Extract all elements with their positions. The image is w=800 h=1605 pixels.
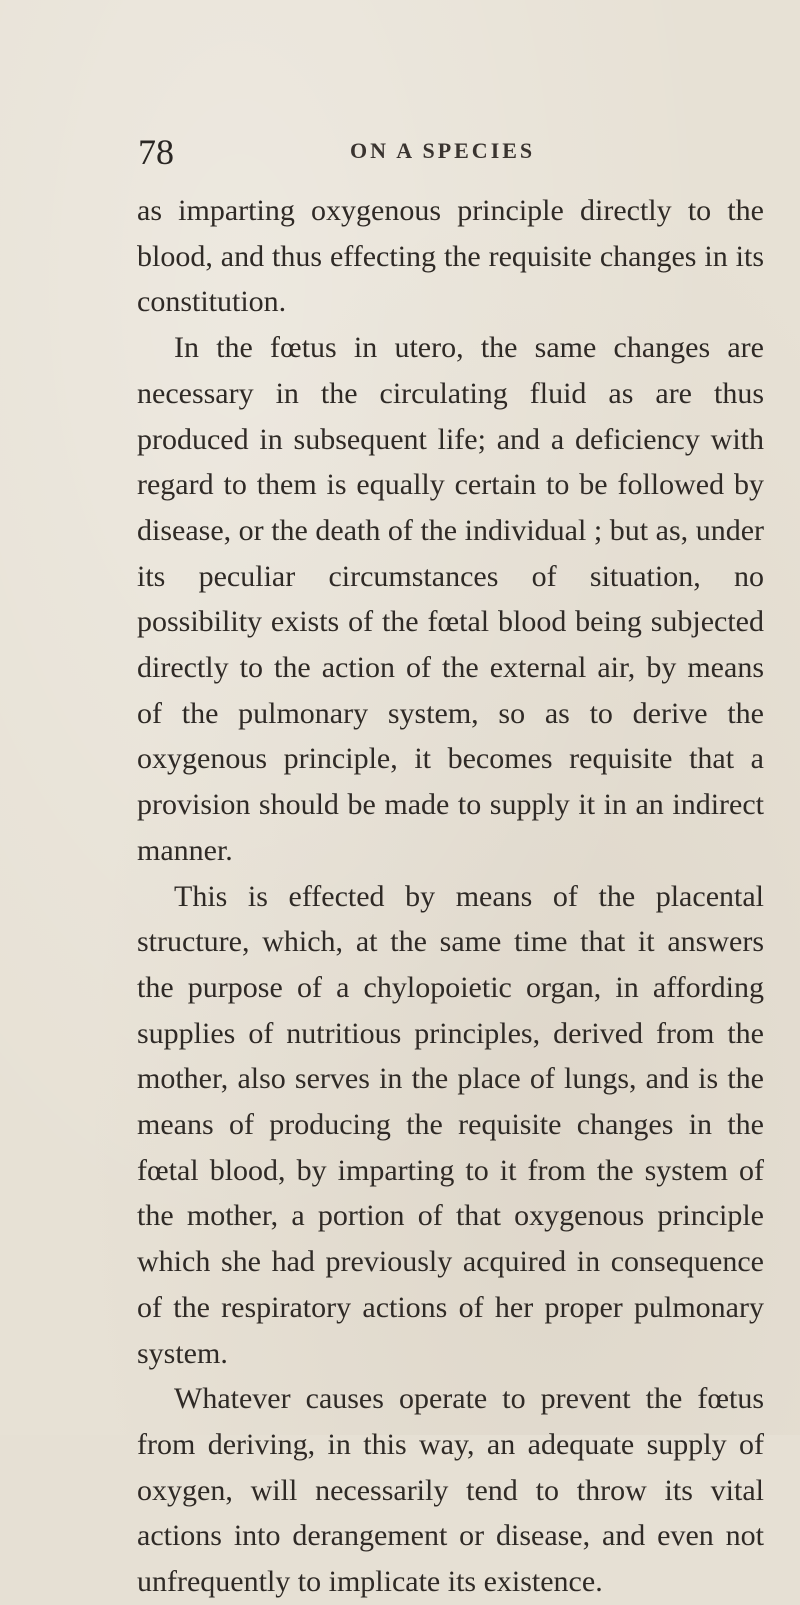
paragraph-continued: as imparting oxygenous principle directly to the blood, and thus effecting the requisite changes in its constitution. bbox=[137, 194, 764, 319]
page-number: 78 bbox=[138, 132, 174, 172]
paragraph-foetus-in-utero: In the fœtus in utero, the same changes are necessary in the circulating fluid as are thus produced in subsequent life; and a deficiency with regard to them is equally certain to be followed by disease, or the death of the individual ; but as, under its peculiar circumstances of situation, no possibility exists of the fœtal blood being subjected directly to the action of the external air, by means of the pulmonary system, so as to derive the oxygenous principle, it becomes requisite that a provision should be made to supply it in an indirect manner. bbox=[137, 331, 764, 867]
paragraph-placental-structure: This is effected by means of the placental structure, which, at the same time that it answers the purpose of a chylopoietic organ, in affording supplies of nutritious principles, derived from the mother, also serves in the place of lungs, and is the means of producing the requisite changes in the fœtal blood, by imparting to it from the system of the mother, a portion of that oxygenous principle which she had previously acquired in consequence of the respiratory actions of her proper pulmonary system. bbox=[137, 879, 764, 1370]
page-header bbox=[138, 132, 738, 172]
paragraph-whatever-causes: Whatever causes operate to prevent the fœtus from deriving, in this way, an adequate supply of oxygen, will necessarily tend to throw its vital actions into derangement or disease, and even not unfrequently to implicate its existence. bbox=[137, 1382, 764, 1599]
body-text bbox=[137, 188, 764, 1605]
running-title: ON A SPECIES bbox=[350, 138, 536, 163]
